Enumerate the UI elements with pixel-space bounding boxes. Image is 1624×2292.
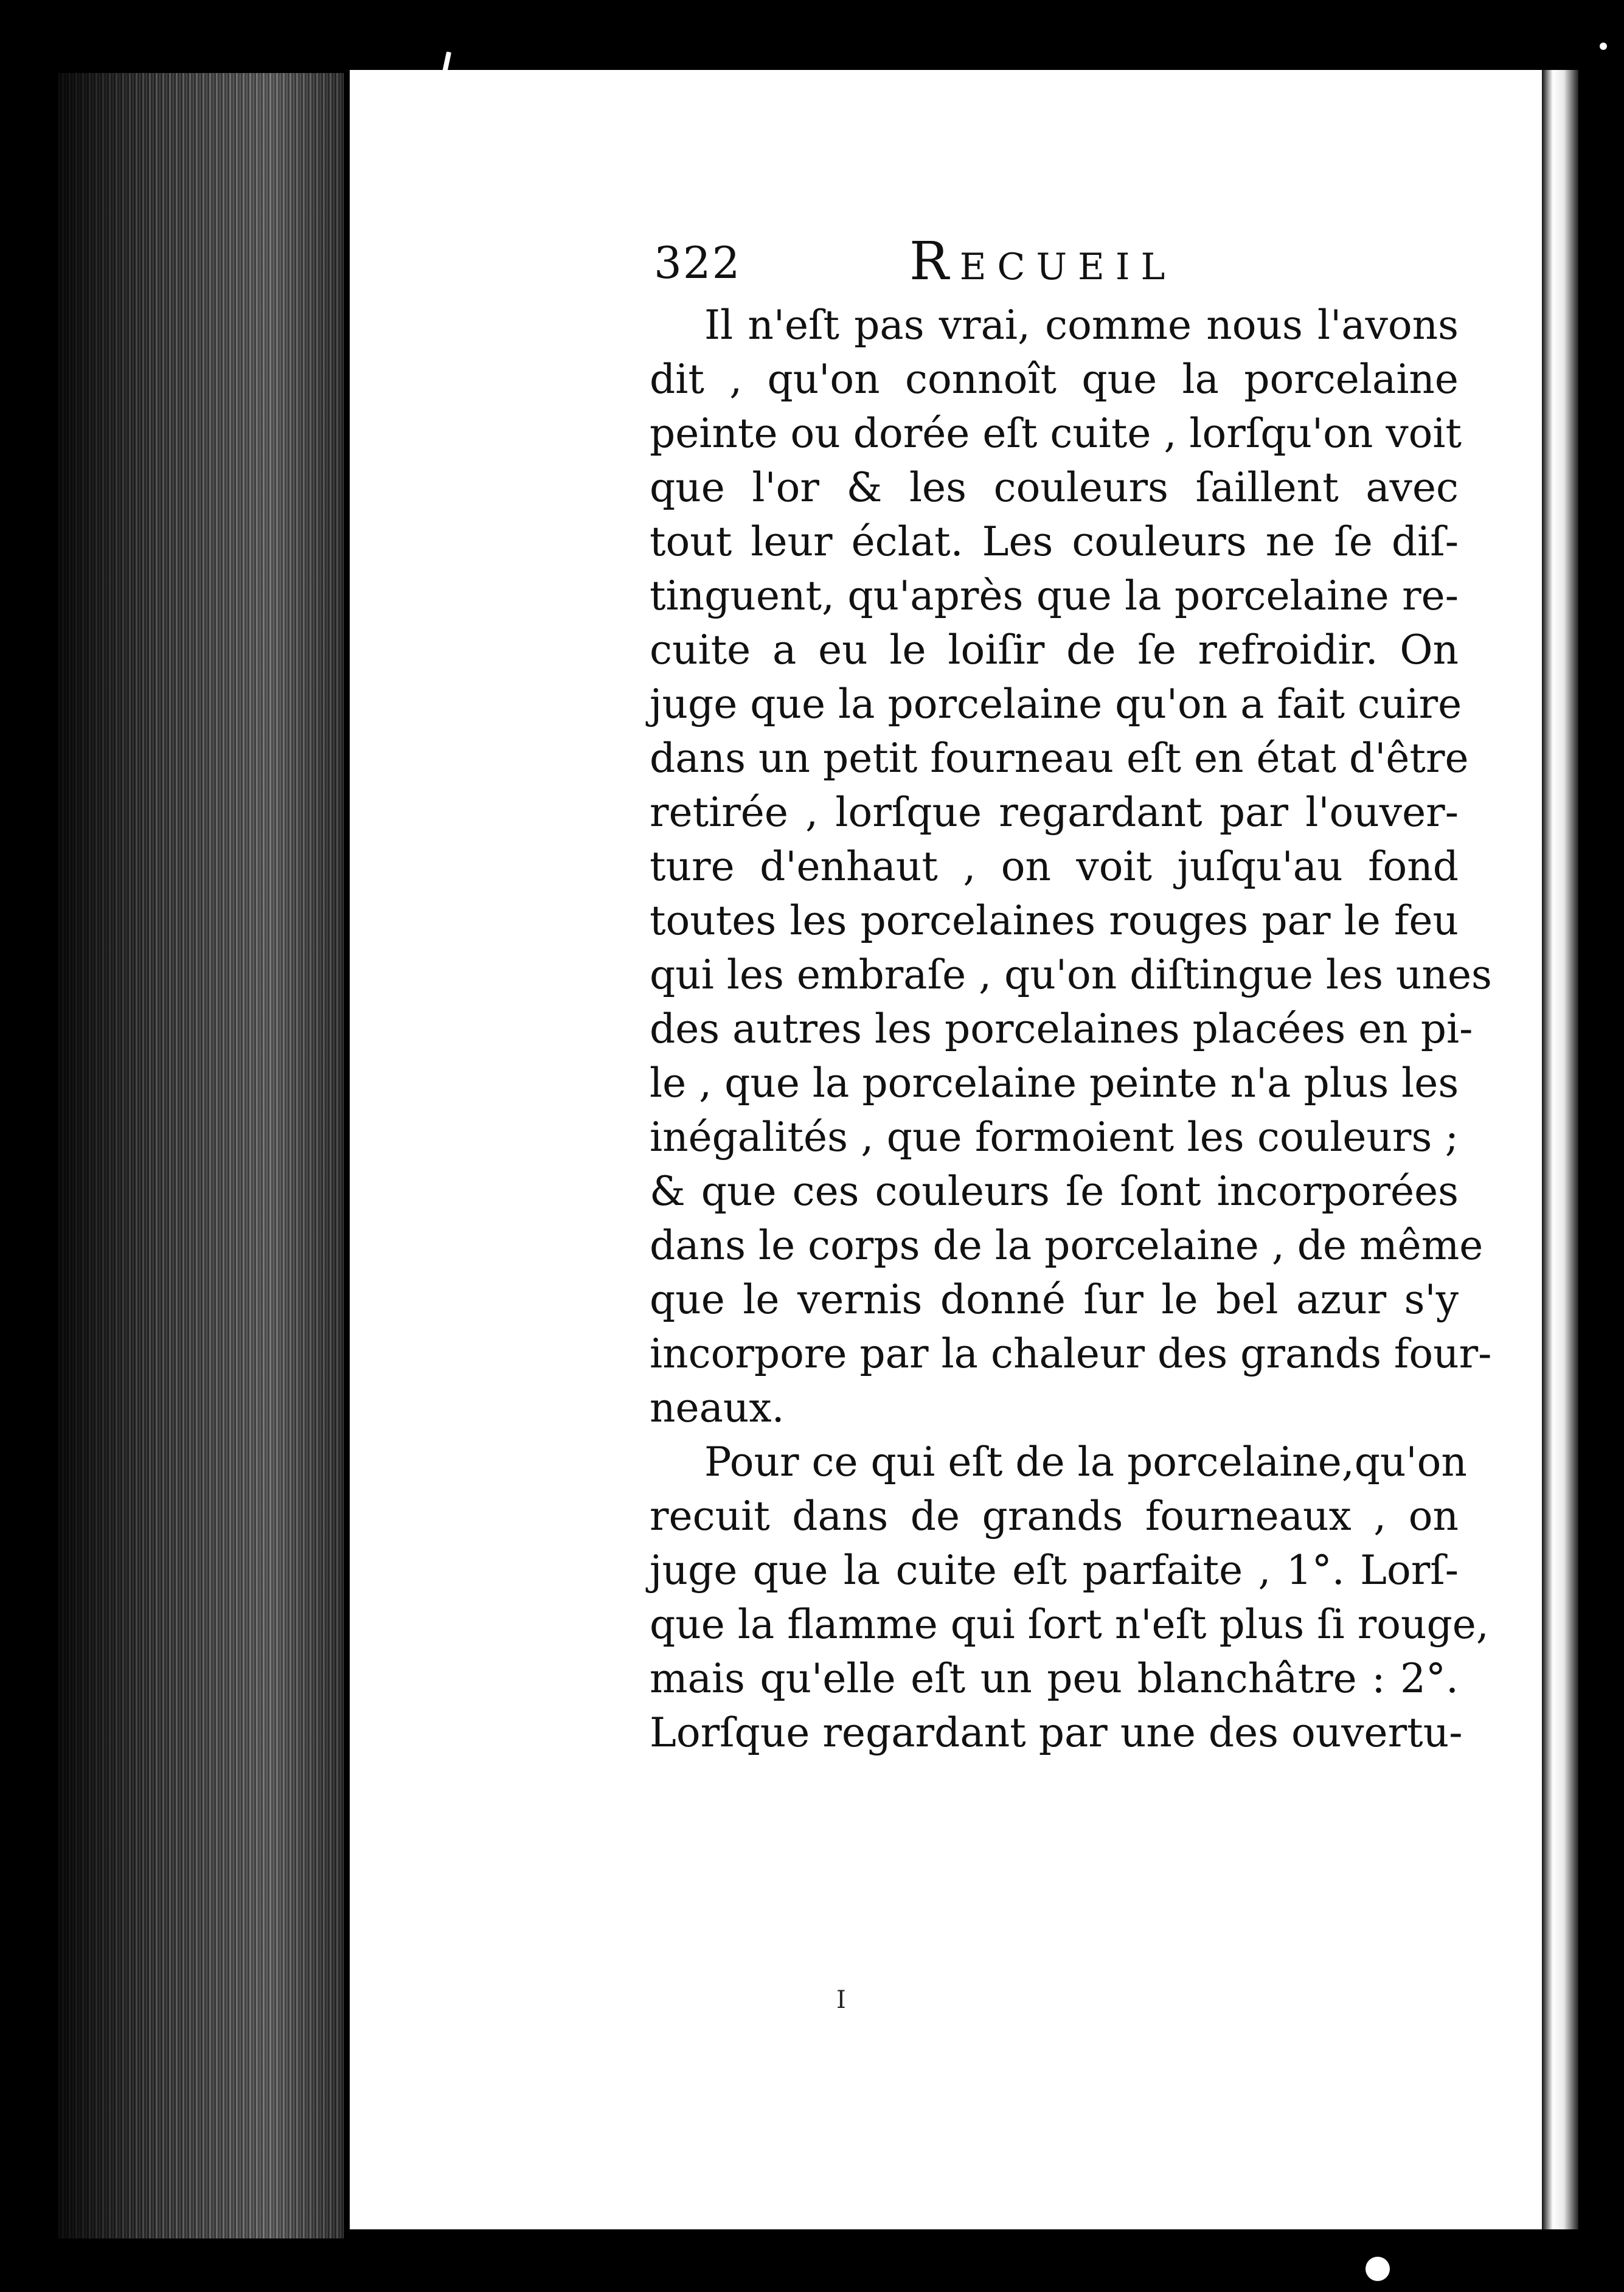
text-line: toutes les porcelaines rouges par le feu <box>650 897 1459 944</box>
text-line: & que ces couleurs ſe ſont incorporées <box>650 1168 1459 1215</box>
text-line: juge que la cuite eſt parfaite , 1°. Lorſ- <box>650 1547 1459 1594</box>
text-line: neaux. <box>650 1384 785 1431</box>
text-line: tout leur éclat. Les couleurs ne ſe diſ- <box>650 518 1459 565</box>
text-line: des autres les porcelaines placées en pi- <box>650 1005 1473 1052</box>
text-line: le , que la porcelaine peinte n'a plus les <box>650 1060 1459 1106</box>
text-line: peinte ou dorée eſt cuite , lorſqu'on voit <box>650 410 1462 457</box>
text-line: dit , qu'on connoît que la porcelaine <box>650 356 1459 403</box>
text-line: ture d'enhaut , on voit juſqu'au fond <box>650 843 1459 890</box>
text-line: dans le corps de la porcelaine , de même <box>650 1222 1483 1269</box>
text-line: qui les embraſe , qu'on diſtingue les unes <box>650 951 1492 998</box>
text-line: que l'or & les couleurs ſaillent avec <box>650 464 1459 511</box>
text-line: juge que la porcelaine qu'on a fait cuire <box>650 681 1462 728</box>
paragraph-2 <box>650 1435 1489 1760</box>
book-page-edges <box>58 73 344 2238</box>
text-line: que le vernis donné ſur le bel azur s'y <box>650 1276 1459 1323</box>
facing-page-edge <box>1542 70 1578 2229</box>
text-line: tinguent, qu'après que la porcelaine re- <box>650 572 1459 619</box>
text-line: mais qu'elle eſt un peu blanchâtre : 2°. <box>650 1655 1459 1702</box>
text-line: Pour ce qui eſt de la porcelaine,qu'on <box>704 1439 1467 1485</box>
running-title: Recueil <box>909 231 1176 292</box>
signature-mark: I <box>836 1986 846 2014</box>
paragraph-1 <box>650 298 1492 1435</box>
text-line: Lorſque regardant par une des ouvertu- <box>650 1709 1463 1756</box>
scan-speck <box>1365 2257 1390 2281</box>
text-block <box>650 298 1492 1760</box>
text-line: dans un petit fourneau eſt en état d'être <box>650 735 1469 782</box>
page-header <box>654 231 1220 298</box>
text-line: recuit dans de grands fourneaux , on <box>650 1493 1459 1540</box>
page-number: 322 <box>654 237 741 288</box>
text-line: Il n'eſt pas vrai, comme nous l'avons <box>704 302 1459 349</box>
text-line: inégalités , que formoient les couleurs ; <box>650 1114 1459 1161</box>
scan-speck <box>1600 43 1607 50</box>
text-line: incorpore par la chaleur des grands four- <box>650 1330 1492 1377</box>
text-line: cuite a eu le loiſir de ſe refroidir. On <box>650 627 1459 673</box>
text-line: retirée , lorſque regardant par l'ouver- <box>650 789 1459 836</box>
text-line: que la flamme qui ſort n'eſt plus ſi rouge, <box>650 1601 1489 1648</box>
